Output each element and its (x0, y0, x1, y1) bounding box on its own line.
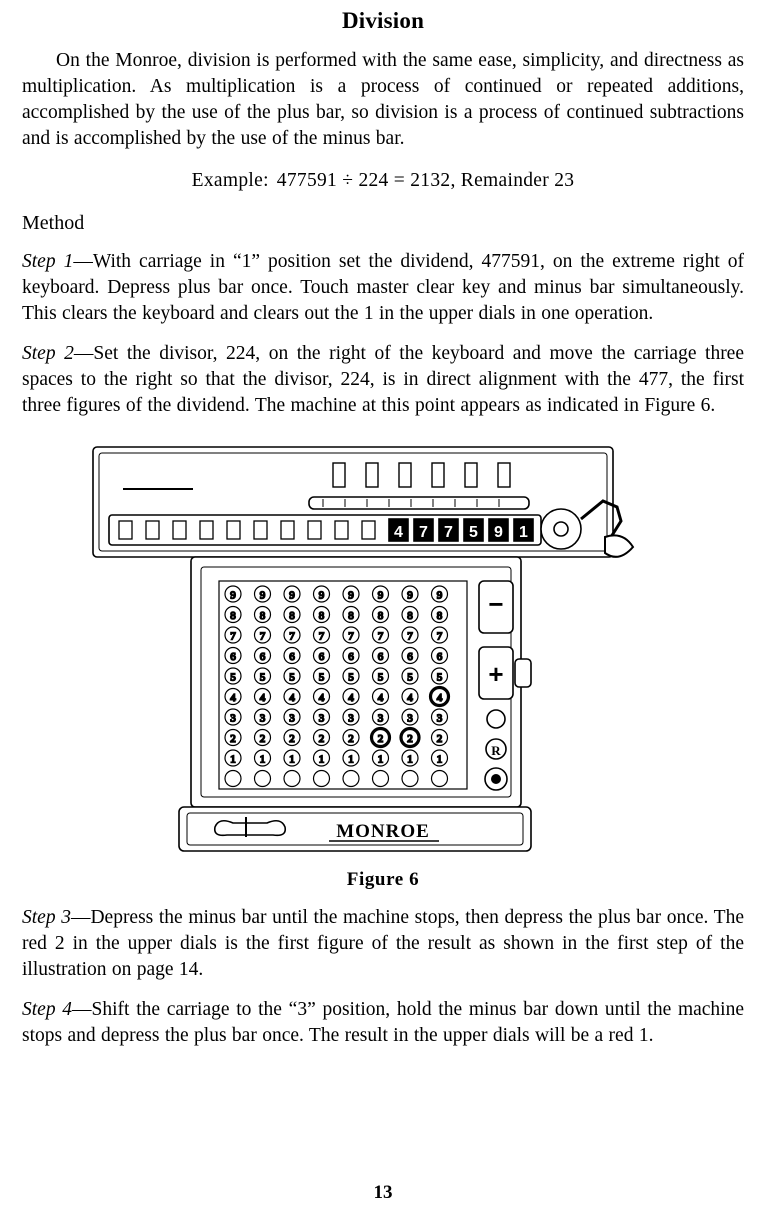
step-2-text: Set the divisor, 224, on the right of the keyboard and move the carriage three spaces to the right so that the divisor, 224, is in direct alignment with the 477, the first three figures of the dividend. The machine at this point appears as indicated in Figure 6. (22, 343, 744, 416)
keyboard-key[interactable] (373, 771, 389, 787)
example-line (22, 170, 744, 192)
repeat-key-label: R (491, 743, 501, 758)
keyboard-key-label: 1 (407, 753, 413, 766)
keyboard-key-label: 8 (230, 610, 236, 622)
keyboard-key-label: 5 (230, 671, 236, 684)
keyboard-key-label: 2 (348, 733, 354, 745)
page-number: 13 (373, 1182, 393, 1203)
keyboard-key-label: 6 (230, 651, 236, 663)
step-4-dash: — (72, 999, 92, 1020)
page-title: Division (341, 8, 425, 33)
keyboard-key-label: 1 (289, 753, 295, 766)
step-4-label: Step 4 (22, 999, 73, 1020)
keyboard-key-label: 8 (407, 610, 413, 622)
step-3-label: Step 3 (22, 907, 71, 928)
keyboard-key-label: 5 (407, 671, 413, 684)
keyboard-key-label: 9 (259, 589, 266, 602)
keyboard-key-label: 4 (407, 692, 413, 704)
keyboard-key-label: 7 (407, 630, 413, 643)
keyboard-key-label: 9 (407, 589, 413, 602)
keyboard-key[interactable] (225, 771, 241, 787)
keyboard-key-label: 9 (318, 589, 325, 602)
keyboard-key[interactable] (402, 771, 418, 787)
register-digit: 7 (444, 524, 453, 541)
keyboard-key-label: 8 (377, 610, 384, 622)
keyboard-key-label: 5 (436, 671, 443, 684)
document-body-lower (22, 905, 744, 1049)
keyboard-key-label: 6 (436, 651, 443, 663)
keyboard-key[interactable] (343, 771, 359, 787)
keyboard-key-label: 5 (318, 671, 325, 684)
step-3-text: Depress the minus bar until the machine stops, then depress the plus bar once. The red 2 in the upper dials is the first figure of the result as shown in the first step of the illustration on page 14. (22, 907, 744, 980)
keyboard-key-label: 2 (407, 733, 413, 745)
step-1-label: Step 1 (22, 251, 74, 272)
keyboard-key-label: 9 (230, 589, 236, 602)
keyboard-key-label: 8 (259, 610, 266, 622)
keyboard-key-label: 2 (289, 733, 295, 745)
register-digit: 9 (494, 524, 503, 541)
keyboard-key-label: 3 (348, 712, 354, 725)
keyboard-key-label: 3 (377, 712, 384, 725)
step-1-dash: — (73, 251, 93, 272)
register-digit: 7 (419, 524, 428, 541)
keyboard-key-label: 7 (436, 630, 443, 643)
step-4-text: Shift the carriage to the “3” position, hold the minus bar down until the machine stops and depress the plus bar once. The result in the upper dials will be a red 1. (22, 999, 744, 1046)
step-1-text: With carriage in “1” position set the dividend, 477591, on the extreme right of keyboard. Depress plus bar once. Touch master clear key and minus bar simultaneously. This clears the keyboard and clears out the 1 in the upper dials in one operation. (22, 251, 745, 324)
keyboard-key-label: 3 (230, 712, 236, 725)
example-label: Example: (191, 170, 269, 191)
monroe-calculator-illustration (83, 441, 683, 861)
keyboard-key-label: 2 (377, 733, 384, 745)
keyboard-key[interactable] (284, 771, 300, 787)
minus-bar-label: − (488, 589, 504, 619)
keyboard-key-label: 1 (348, 753, 354, 766)
keyboard-key-label: 7 (348, 630, 354, 643)
keyboard-key-label: 3 (289, 712, 295, 725)
keyboard-key-label: 4 (230, 692, 236, 704)
keyboard-key-label: 7 (289, 630, 295, 643)
example-expression: 477591 ÷ 224 = 2132, Remainder 23 (276, 170, 575, 191)
step-1 (22, 249, 744, 327)
keyboard-key-label: 1 (318, 753, 325, 766)
register-digit: 5 (469, 524, 478, 541)
step-2-label: Step 2 (22, 343, 74, 364)
keyboard-key-label: 3 (436, 712, 443, 725)
keyboard-key-label: 3 (407, 712, 413, 725)
document-body (22, 48, 744, 419)
keyboard-key-label: 6 (377, 651, 384, 663)
step-3 (22, 905, 744, 983)
keyboard-key[interactable] (255, 771, 271, 787)
keyboard-key-label: 8 (289, 610, 295, 622)
keyboard-key-label: 1 (230, 753, 236, 766)
keyboard-key-label: 7 (318, 630, 325, 643)
keyboard-key-label: 4 (377, 692, 384, 704)
keyboard-key-label: 3 (318, 712, 325, 725)
keyboard-key-label: 6 (407, 651, 413, 663)
plus-bar-label: + (488, 659, 504, 689)
figure-6 (0, 441, 766, 891)
keyboard-key-label: 7 (377, 630, 384, 643)
keyboard-key-label: 6 (318, 651, 325, 663)
method-heading: Method (22, 212, 85, 234)
keyboard-key-label: 2 (259, 733, 266, 745)
keyboard-key-label: 5 (259, 671, 266, 684)
keyboard-key-label: 4 (318, 692, 325, 704)
keyboard-key-label: 2 (318, 733, 325, 745)
register-digit: 1 (519, 524, 528, 541)
keyboard-key-label: 6 (289, 651, 295, 663)
keyboard-key-label: 6 (348, 651, 354, 663)
step-2-dash: — (73, 343, 94, 364)
keyboard-key-label: 2 (230, 733, 236, 745)
keyboard-key-label: 1 (377, 753, 384, 766)
step-2 (22, 341, 744, 419)
intro-paragraph: On the Monroe, division is performed with the same ease, simplicity, and directness as multiplication. As multiplication is a process of continued or repeated additions, accomplished by the use of the plus bar, so division is a process of continued subtractions and is accomplished by the use of the minus bar. (22, 50, 744, 149)
document-page (0, 8, 766, 1224)
keyboard-key-label: 7 (230, 630, 236, 643)
keyboard-key-label: 6 (259, 651, 266, 663)
keyboard-key-label: 3 (259, 712, 266, 725)
keyboard-key[interactable] (432, 771, 448, 787)
keyboard-key-label: 4 (348, 692, 354, 704)
keyboard-key-label: 9 (289, 589, 295, 602)
keyboard-key-label: 8 (436, 610, 443, 622)
step-4 (22, 997, 744, 1049)
keyboard-key-label: 4 (436, 692, 443, 704)
keyboard-key-label: 5 (348, 671, 354, 684)
keyboard-key-label: 8 (318, 610, 325, 622)
keyboard-key-label: 1 (436, 753, 443, 766)
keyboard-key-label: 5 (289, 671, 295, 684)
keyboard-key-label: 2 (436, 733, 443, 745)
keyboard-key-label: 9 (348, 589, 354, 602)
keyboard-key-label: 5 (377, 671, 384, 684)
keyboard-key-label: 4 (289, 692, 295, 704)
keyboard-key-label: 7 (259, 630, 266, 643)
step-3-dash: — (70, 907, 91, 928)
keyboard-key[interactable] (314, 771, 330, 787)
keyboard-key-label: 4 (259, 692, 266, 704)
keyboard-key-label: 9 (436, 589, 443, 602)
keyboard-key-label: 8 (348, 610, 354, 622)
keyboard-key-label: 9 (377, 589, 384, 602)
figure-caption: Figure 6 (346, 869, 420, 890)
brand-label: MONROE (336, 821, 430, 842)
keyboard-key-label: 1 (259, 753, 266, 766)
register-digit: 4 (394, 524, 403, 541)
